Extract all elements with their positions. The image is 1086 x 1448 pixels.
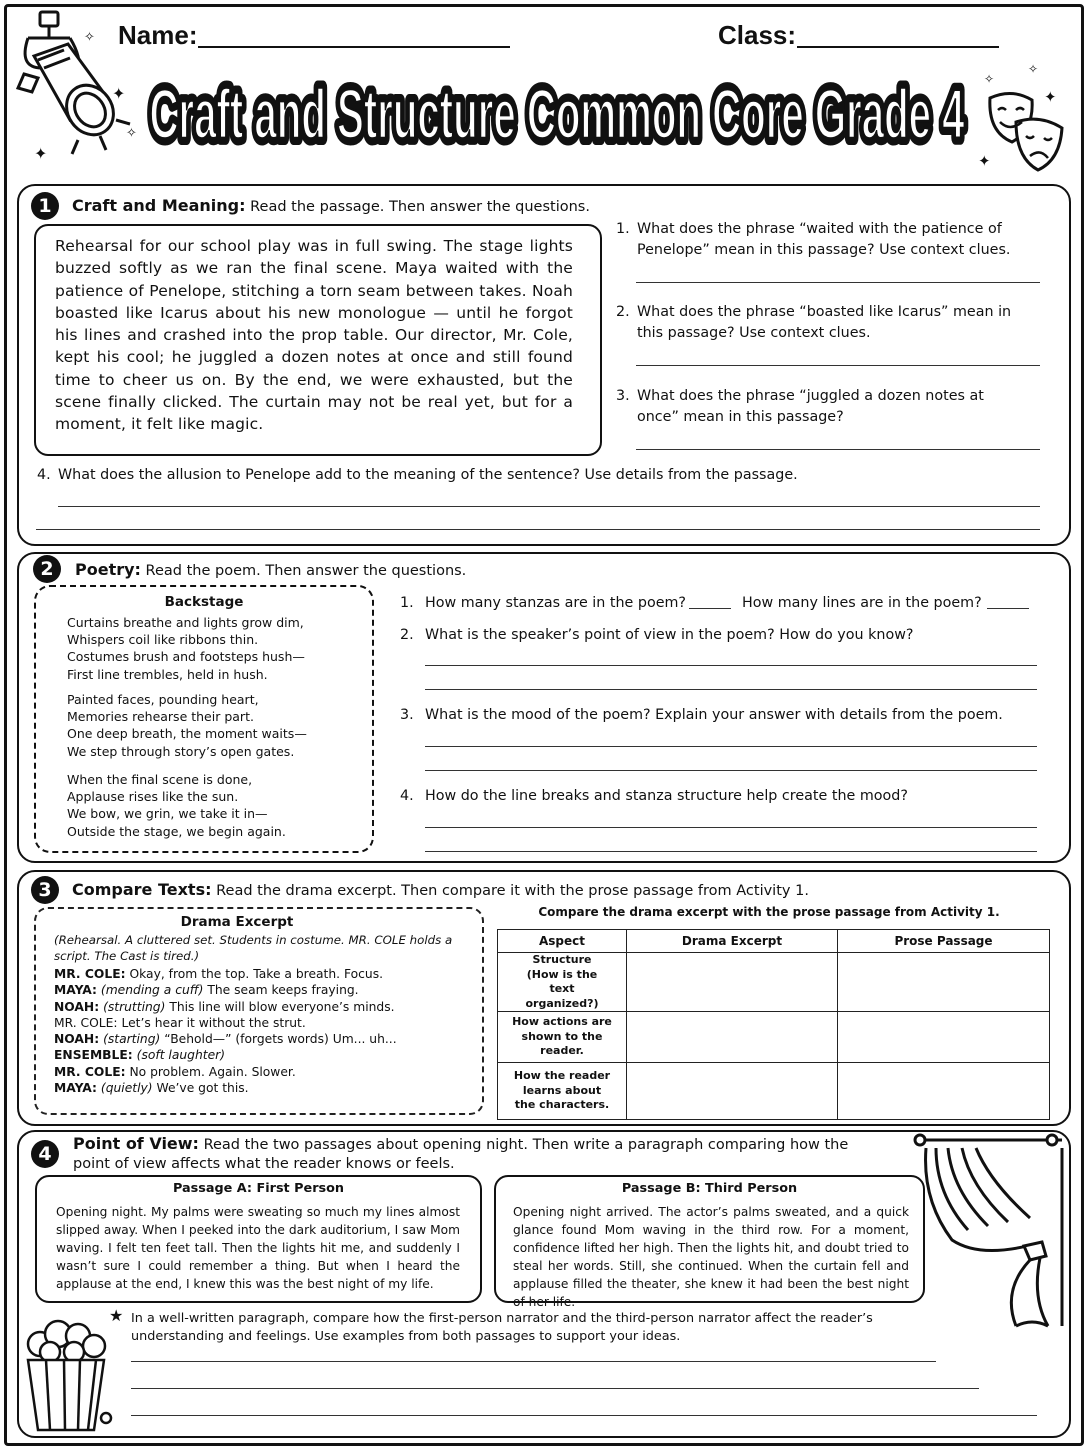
comparison-table <box>497 929 1050 1120</box>
drama-speaker: MAYA: <box>54 983 97 998</box>
section-title: Poetry: <box>75 560 141 579</box>
section-instruction: Read the passage. Then answer the questions. <box>250 199 590 215</box>
sparkle-icon: ✦ <box>1044 88 1057 106</box>
drama-dialogue: No problem. Again. Slower. <box>129 1064 296 1079</box>
drama-speaker: MR. COLE: <box>54 1015 118 1030</box>
section-number: 2 <box>33 555 61 583</box>
answer-cell[interactable] <box>627 1012 838 1063</box>
aspect-cell: How the reader learns about the characters. <box>498 1063 627 1120</box>
answer-line[interactable] <box>58 506 1040 507</box>
theater-masks-icon <box>982 80 1072 180</box>
passage-text: Rehearsal for our school play was in full swing. The stage lights buzzed softly as we ran the final scene. Maya waited with the patience of Penelope, stitching a torn seam between takes. Noah boasted like Icarus about his new monologue — until he forgot his lines and crashed into the prop table. Our director, Mr. Cole, kept his cool; he juggled a dozen notes at once and still found time to cheer us on. By the end, we were exhausted, but the scene finally clicked. The curtain may not be real yet, but for a moment, it felt like magic. <box>55 237 573 434</box>
poetry-question-3: 3. What is the mood of the poem? Explain your answer with details from the poem. <box>400 707 1003 723</box>
passage-b-title: Passage B: Third Person <box>621 1181 798 1196</box>
sparkle-icon: ✧ <box>126 126 137 141</box>
drama-direction: (strutting) <box>103 999 166 1014</box>
section-title: Craft and Meaning: <box>72 196 246 215</box>
drama-line <box>54 1047 474 1063</box>
popcorn-icon <box>18 1316 118 1434</box>
drama-dialogue: The seam keeps fraying. <box>207 983 359 998</box>
aspect-cell: How actions are shown to the reader. <box>498 1012 627 1063</box>
drama-dialogue: “Behold—” (forgets words) Um... uh... <box>164 1032 397 1047</box>
section-instruction: Read the two passages about opening night. Then write a paragraph comparing how the point of view affects what the reader knows or feels. <box>73 1137 849 1172</box>
drama-line <box>54 982 474 998</box>
poem-box <box>34 585 374 853</box>
answer-line[interactable] <box>425 827 1037 828</box>
page-title-banner <box>140 66 975 158</box>
stage-direction: (Rehearsal. A cluttered set. Students in costume. MR. COLE holds a script. The Cast is tired.) <box>54 933 453 963</box>
poetry-question-2: 2. What is the speaker’s point of view in the poem? How do you know? <box>400 627 914 643</box>
drama-line <box>54 1064 474 1080</box>
drama-line <box>54 999 474 1015</box>
name-label: Name: <box>118 20 198 50</box>
drama-speaker: ENSEMBLE: <box>54 1048 133 1063</box>
drama-dialogue: Okay, from the top. Take a breath. Focus. <box>129 967 384 981</box>
drama-speaker: NOAH: <box>54 1032 100 1047</box>
answer-line[interactable] <box>425 746 1037 747</box>
drama-direction: (quietly) <box>100 1081 153 1096</box>
drama-direction: (soft laughter) <box>136 1048 226 1063</box>
answer-line[interactable] <box>131 1361 936 1362</box>
table-row <box>498 1063 1050 1120</box>
section-heading <box>75 560 466 579</box>
answer-line[interactable] <box>636 282 1040 283</box>
stanza-count-blank[interactable] <box>689 608 731 609</box>
table-header: Aspect <box>498 930 627 953</box>
question-3: 3. What does the phrase “juggled a dozen notes at once” mean in this passage? <box>616 388 984 425</box>
poetry-question-4: 4. How do the line breaks and stanza structure help create the mood? <box>400 788 908 804</box>
sparkle-icon: ✦ <box>34 144 48 163</box>
answer-line[interactable] <box>425 689 1037 690</box>
star-icon: ★ <box>109 1306 124 1325</box>
drama-speaker: NOAH: <box>54 999 100 1014</box>
answer-line[interactable] <box>636 365 1040 366</box>
table-header: Drama Excerpt <box>627 930 838 953</box>
passage-a-text: Opening night. My palms were sweating so much my lines almost slipped away. When I peeked into the dark auditorium, I saw Mom waving. I felt ten feet tall. Then the lights hit me, and suddenly I wasn’t sure I could remember a thing. But when I heard the applause at the end, I knew this was the best night of my life. <box>56 1205 460 1291</box>
section-heading <box>72 196 590 215</box>
passage-a-box <box>35 1175 482 1303</box>
drama-speaker: MR. COLE: <box>54 1064 126 1079</box>
passage-b-box <box>494 1175 925 1309</box>
section-heading <box>73 1134 873 1174</box>
class-field[interactable] <box>797 46 999 48</box>
drama-dialogue: We’ve got this. <box>156 1081 249 1096</box>
passage-box <box>34 224 602 456</box>
section-number: 4 <box>31 1140 59 1168</box>
sparkle-icon: ✦ <box>112 84 126 103</box>
poem-stanza-2: Painted faces, pounding heart, Memories rehearse their part. One deep breath, the moment waits— We step through story’s open gates. <box>67 692 307 759</box>
drama-lines <box>54 966 474 1096</box>
aspect-cell: Structure (How is the text organized?) <box>498 953 627 1012</box>
answer-cell[interactable] <box>838 1063 1050 1120</box>
drama-speaker: MR. COLE: <box>54 967 126 981</box>
table-row <box>498 953 1050 1012</box>
drama-direction: (starting) <box>103 1032 161 1047</box>
passage-a-title: Passage A: First Person <box>172 1181 345 1196</box>
drama-line <box>54 1080 474 1096</box>
section-title: Point of View: <box>73 1134 199 1153</box>
section-title: Compare Texts: <box>72 880 212 899</box>
line-count-blank[interactable] <box>987 608 1029 609</box>
answer-line[interactable] <box>425 770 1037 771</box>
answer-cell[interactable] <box>838 953 1050 1012</box>
poetry-question-1: 1. How many stanzas are in the poem? <box>400 595 687 611</box>
question-1: 1. What does the phrase “waited with the patience of Penelope” mean in this passage? Use context clues. <box>616 221 1011 258</box>
table-row <box>498 1012 1050 1063</box>
question-2: 2. What does the phrase “boasted like Icarus” mean in this passage? Use context clues. <box>616 304 1012 341</box>
sparkle-icon: ✦ <box>978 152 991 170</box>
page-title: Craft and Structure Common Core Grade 4 <box>149 75 965 153</box>
question-4: 4. What does the allusion to Penelope add to the meaning of the sentence? Use details from the passage. <box>37 467 798 483</box>
drama-text <box>54 932 474 1096</box>
table-caption: Compare the drama excerpt with the prose passage from Activity 1. <box>538 905 1000 919</box>
section-number: 1 <box>31 192 59 220</box>
poem-title: Backstage <box>164 594 244 610</box>
section-instruction: Read the poem. Then answer the questions. <box>145 563 467 579</box>
section-heading <box>72 880 809 899</box>
answer-line[interactable] <box>425 851 1037 852</box>
poem-stanza-3: When the final scene is done, Applause rises like the sun. We bow, we grin, we take it in— Outside the stage, we begin again. <box>67 772 286 839</box>
drama-dialogue: This line will blow everyone’s minds. <box>169 999 395 1014</box>
answer-line[interactable] <box>425 665 1037 666</box>
answer-line[interactable] <box>36 529 1040 530</box>
drama-line <box>54 1031 474 1047</box>
drama-direction: (mending a cuff) <box>100 983 204 998</box>
curtain-icon <box>912 1130 1066 1330</box>
poem-stanza-1: Curtains breathe and lights grow dim, Whispers coil like ribbons thin. Costumes brush and footsteps hush— First line trembles, held in hush. <box>67 615 305 682</box>
drama-line <box>54 1015 474 1031</box>
drama-speaker: MAYA: <box>54 1081 97 1096</box>
poetry-question-1b: How many lines are in the poem? <box>742 595 982 611</box>
answer-cell[interactable] <box>627 1063 838 1120</box>
answer-cell[interactable] <box>838 1012 1050 1063</box>
sparkle-icon: ✧ <box>1028 62 1039 76</box>
section-number: 3 <box>31 876 59 904</box>
passage-b-text: Opening night arrived. The actor’s palms sweated, and a quick glance found Mom waving in the third row. For a moment, confidence lifted her high. Then the lights hit, and doubt tried to steal her words. Still, she continued. When the curtain fell and applause filled the theater, she knew it had been the best night of her life. <box>513 1205 909 1309</box>
sparkle-icon: ✧ <box>84 30 95 45</box>
class-label: Class: <box>718 20 797 50</box>
answer-line[interactable] <box>131 1388 979 1389</box>
drama-title: Drama Excerpt <box>180 914 294 930</box>
drama-line <box>54 966 474 982</box>
section-instruction: Read the drama excerpt. Then compare it with the prose passage from Activity 1. <box>216 883 809 899</box>
answer-line[interactable] <box>131 1415 1037 1416</box>
page-title-fill: Craft and Structure Common Core Grade 4 <box>149 75 965 153</box>
answer-cell[interactable] <box>627 953 838 1012</box>
answer-line[interactable] <box>636 449 1040 450</box>
sparkle-icon: ✧ <box>984 72 995 86</box>
name-field[interactable] <box>198 46 510 48</box>
drama-dialogue: Let’s hear it without the strut. <box>121 1015 306 1030</box>
table-header: Prose Passage <box>838 930 1050 953</box>
writing-prompt: In a well-written paragraph, compare how the first-person narrator and the third-person narrator affect the reader’s understanding and feelings. Use examples from both passages to support your ideas. <box>131 1311 873 1344</box>
